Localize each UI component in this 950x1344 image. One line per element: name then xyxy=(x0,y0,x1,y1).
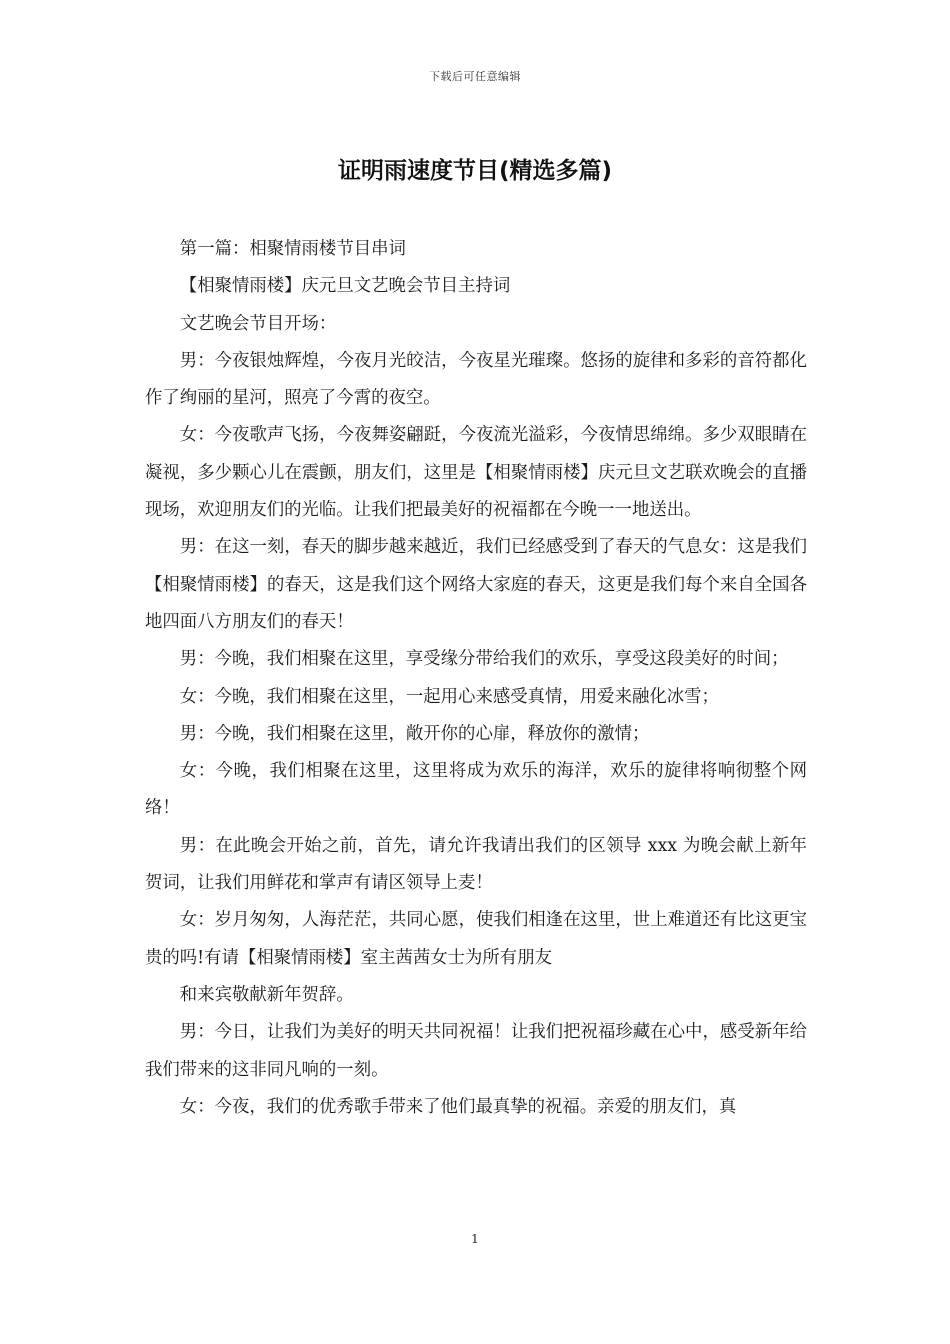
paragraph: 女：岁月匆匆，人海茫茫，共同心愿，使我们相逢在这里，世上难道还有比这更宝贵的吗!有请【相聚情雨楼】室主茜茜女士为所有朋友 xyxy=(145,910,807,968)
paragraph: 女：今晚，我们相聚在这里，一起用心来感受真情，用爱来融化冰雪； xyxy=(179,686,719,707)
document-title: 证明雨速度节目(精选多篇) xyxy=(337,158,613,184)
paragraph: 男：今夜银烛辉煌，今夜月光皎洁，今夜星光璀璨。悠扬的旋律和多彩的音符都化作了绚丽的星河，照亮了今霄的夜空。 xyxy=(145,350,807,409)
paragraph: 【相聚情雨楼】庆元旦文艺晚会节目主持词 xyxy=(179,276,511,297)
paragraph: 男：在这一刻，春天的脚步越来越近，我们已经感受到了春天的气息女：这是我们【相聚情雨楼】的春天，这是我们这个网络大家庭的春天，这更是我们每个来自全国各地四面八方朋友们的春天！ xyxy=(145,537,807,632)
paragraph: 男：今日，让我们为美好的明天共同祝福！让我们把祝福珍藏在心中，感受新年给我们带来的这非同凡响的一刻。 xyxy=(145,1022,807,1080)
paragraph: 文艺晚会节目开场： xyxy=(179,313,337,334)
document-body xyxy=(145,231,807,1126)
paragraph: 女：今夜歌声飞扬，今夜舞姿翩跹，今夜流光溢彩，今夜情思绵绵。多少双眼睛在凝视，多少颗心儿在震颤，朋友们，这里是【相聚情雨楼】庆元旦文艺联欢晚会的直播现场，欢迎朋友们的光临。让我们把最美好的祝福都在今晚一一地送出。 xyxy=(145,425,807,521)
header-note: 下载后可任意编辑 xyxy=(429,70,521,83)
paragraph: 和来宾敬献新年贺辞。 xyxy=(179,984,354,1005)
paragraph: 男：今晚，我们相聚在这里，享受缘分带给我们的欢乐，享受这段美好的时间； xyxy=(179,649,789,670)
paragraph: 第一篇：相聚情雨楼节目串词 xyxy=(179,239,406,259)
paragraph: 女：今晚，我们相聚在这里，这里将成为欢乐的海洋，欢乐的旋律将响彻整个网络！ xyxy=(145,761,807,819)
paragraph: 女：今夜，我们的优秀歌手带来了他们最真挚的祝福。亲爱的朋友们，真 xyxy=(179,1096,737,1117)
page-number: 1 xyxy=(471,1232,479,1246)
paragraph: 男：在此晚会开始之前，首先，请允许我请出我们的区领导 xxx 为晚会献上新年贺词，让我们用鲜花和掌声有请区领导上麦！ xyxy=(145,835,807,894)
paragraph: 男：今晚，我们相聚在这里，敞开你的心扉，释放你的激情； xyxy=(179,723,650,744)
